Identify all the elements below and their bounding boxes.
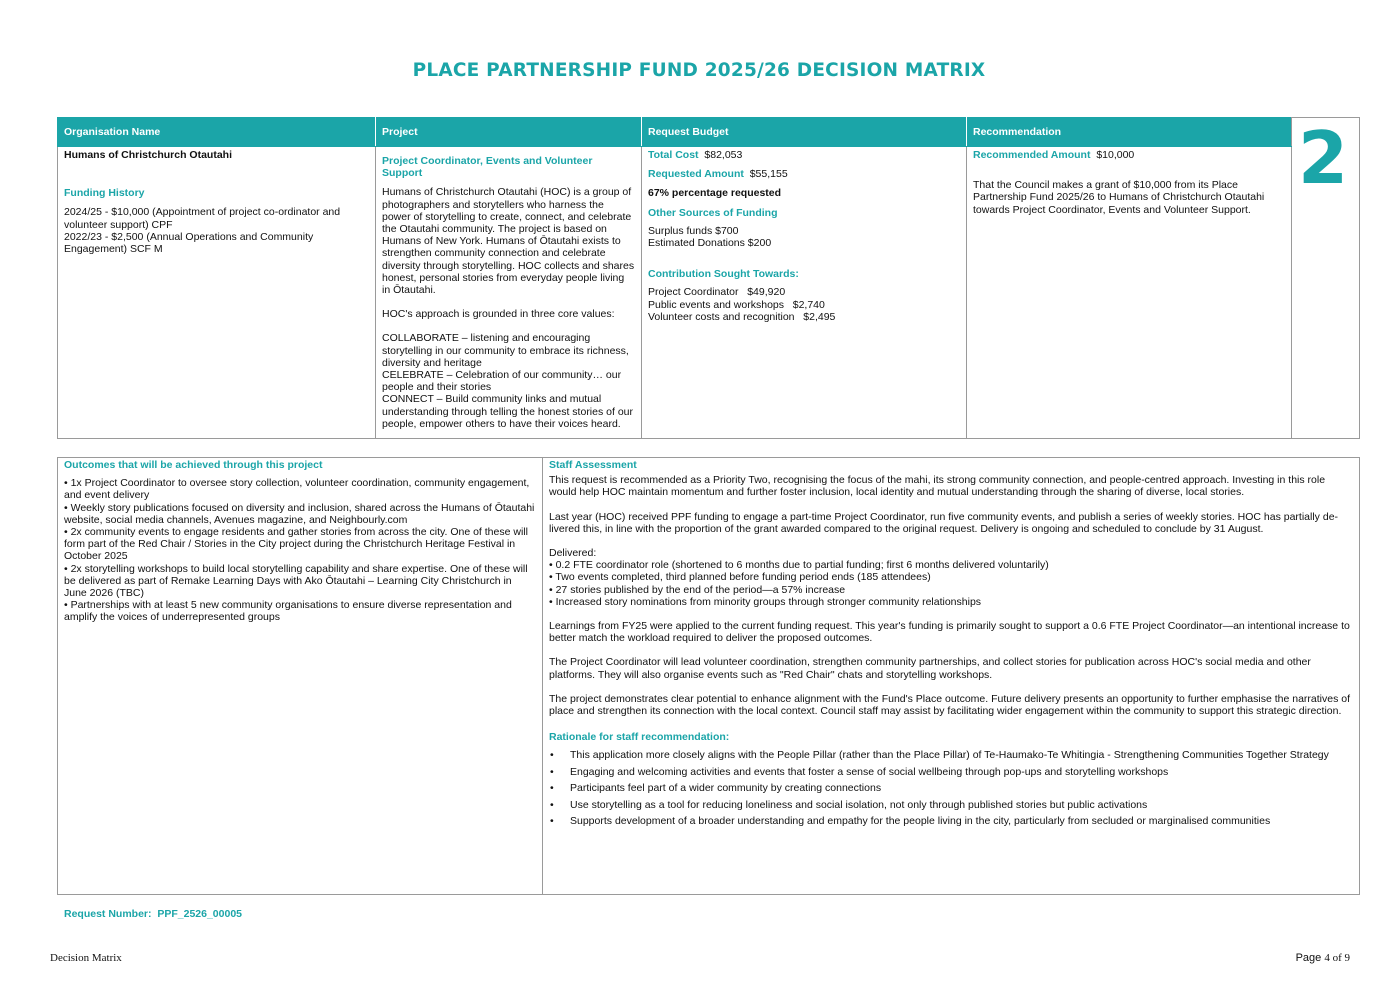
contribution-item: Project Coordinator $49,920	[648, 286, 786, 299]
funding-history-item: 2022/23 - $2,500 (Annual Operations and Community Engagement) SCF M	[64, 230, 314, 256]
organisation-cell	[58, 147, 376, 439]
rationale-heading: Rationale for staff recommendation:	[549, 731, 730, 744]
funding-history-item: 2024/25 - $10,000 (Appointment of project co-ordinator and volunteer support) CPF	[64, 206, 341, 231]
delivered-item: • 0.2 FTE coordinator role (shortened to 6 months due to partial funding; first 6 months delivered voluntarily)	[549, 559, 1049, 572]
requested-amount-label: Requested Amount	[648, 168, 744, 181]
outcome-item: • Weekly story publications focused on diversity and inclusion, shared across the Humans of Ōtautahi website, social media channels, Avenues magazine, and Neighbourly.com	[64, 501, 535, 526]
project-cell	[376, 147, 642, 439]
contribution-item: Volunteer costs and recognition $2,495	[648, 310, 836, 323]
project-values-intro: HOC's approach is grounded in three core values:	[382, 308, 615, 321]
assessment-paragraph: This request is recommended as a Priority Two, recognising the focus of the mahi, its strong community connection, and people-centred approach. Investing in this role would help HOC maintain momentum and further foster inclusion, local identity and mutual understanding through the sharing of diverse, local stories.	[549, 474, 1326, 499]
rationale-item: • Participants feel part of a wider community by creating connections	[570, 782, 1353, 794]
page-prefix: Page	[1295, 952, 1325, 964]
page-number	[1296, 952, 1350, 964]
rationale-item: • Use storytelling as a tool for reducing loneliness and social isolation, not only through published stories but public activations	[570, 799, 1353, 811]
project-title: Project Coordinator, Events and Volunteer Support	[382, 155, 593, 180]
organisation-name: Humans of Christchurch Otautahi	[64, 149, 233, 161]
outcomes-cell	[58, 458, 543, 895]
page-count: 4 of 9	[1324, 952, 1350, 964]
recommended-amount-value: $10,000	[1096, 149, 1135, 161]
assessment-paragraph: The Project Coordinator will lead volunteer coordination, strengthen community partnerships, and collect stories for publication across HOC's social media and other platforms. They will also organise events such as "Red Chair" chats and storytelling workshops.	[549, 656, 1311, 681]
table-header-row	[58, 118, 1360, 147]
footer-title: Decision Matrix	[50, 952, 122, 964]
assessment-paragraph: Last year (HOC) received PPF funding to engage a part-time Project Coordinator, run five community events, and publish a series of weekly stories. HOC has partially de-livered this, in line with the proportion of the grant awarded compared to the original request. Delivery is ongoing and scheduled to conclude by 31 August.	[549, 510, 1339, 535]
assessment-table	[57, 457, 1360, 895]
rationale-item: • This application more closely aligns with the People Pillar (rather than the Place Pillar) of Te-Haumako-Te Whitingia - Strengthening Communities Together Strategy	[570, 749, 1353, 761]
recommendation-text: That the Council makes a grant of $10,000 from its Place Partnership Fund 2025/26 to Humans of Christchurch Otautahi towards Project Coordinator, Events and Volunteer Support.	[973, 179, 1265, 216]
requested-amount-value: $55,155	[749, 168, 788, 181]
other-source-item: Surplus funds $700	[648, 224, 739, 237]
project-value-item: CONNECT – Build community links and mutual understanding through telling the honest stories of our people, empower others to have their voices heard.	[382, 393, 634, 430]
total-cost-label: Total Cost	[648, 149, 699, 161]
outcome-item: • 2x storytelling workshops to build local storytelling capability and share expertise. One of these will be delivered as part of Remake Learning Days with Ako Ōtautahi – Learning City Christchurch in June 2026 (TBC)	[64, 562, 528, 600]
outcome-item: • 2x community events to engage residents and gather stories from across the city. One of these will form part of the Red Chair / Stories in the City project during the Christchurch Heritage Festival in October 2025	[64, 526, 528, 563]
page-title: PLACE PARTNERSHIP FUND 2025/26 DECISION MATRIX	[412, 60, 986, 81]
staff-assessment-heading: Staff Assessment	[549, 459, 637, 471]
staff-assessment-cell	[543, 458, 1360, 895]
assessment-paragraph: The project demonstrates clear potential to enhance alignment with the Fund's Place outcome. Future delivery presents an opportunity to further emphasise the narratives of place and strengthen its connection with the local context. Council staff may assist by facilitating wider engagement within the community to support this strategic direction.	[549, 692, 1351, 718]
header-project: Project	[376, 118, 642, 147]
outcome-item: • 1x Project Coordinator to oversee story collection, volunteer coordination, community engagement, and event delivery	[64, 477, 530, 502]
assessment-paragraph: Learnings from FY25 were applied to the current funding request. This year's funding is primarily sought to support a 0.6 FTE Project Coordinator—an intentional increase to better match the workload required to deliver the proposed outcomes.	[549, 620, 1350, 645]
delivered-item: • 27 stories published by the end of the period—a 57% increase	[549, 583, 846, 596]
project-description: Humans of Christchurch Otautahi (HOC) is a group of photographers and storytellers who harness the power of storytelling to create, connect, and celebrate the Otautahi community. The project is based on Humans of New York. Humans of Ōtautahi exists to strengthen community connection and celebrate diversity through storytelling. HOC collects and shares honest, personal stories from everyday people living in Ōtautahi.	[382, 186, 635, 297]
header-organisation: Organisation Name	[58, 118, 376, 147]
other-sources-label: Other Sources of Funding	[648, 206, 778, 219]
total-cost-value: $82,053	[704, 149, 743, 161]
rationale-item: • Supports development of a broader understanding and empathy for the people living in the city, particularly from secluded or marginalised communities	[570, 815, 1353, 827]
rationale-list	[549, 749, 1353, 827]
project-value-item: CELEBRATE – Celebration of our community… our people and their stories	[382, 369, 622, 394]
outcomes-heading: Outcomes that will be achieved through this project	[64, 459, 323, 471]
rationale-item: • Engaging and welcoming activities and events that foster a sense of social wellbeing through pop-ups and storytelling workshops	[570, 766, 1353, 778]
budget-cell	[642, 147, 967, 439]
recommendation-cell	[967, 147, 1292, 439]
other-source-item: Estimated Donations $200	[648, 237, 772, 250]
delivered-item: • Two events completed, third planned before funding period ends (185 attendees)	[549, 571, 931, 584]
project-value-item: COLLABORATE – listening and encouraging storytelling in our community to embrace its richness, diversity and heritage	[382, 332, 629, 369]
header-recommendation: Recommendation	[967, 118, 1292, 147]
percentage-requested: 67% percentage requested	[648, 187, 782, 200]
decision-summary-table	[57, 117, 1360, 439]
outcome-item: • Partnerships with at least 5 new community organisations to ensure diverse representation and amplify the voices of underrepresented groups	[64, 599, 512, 624]
delivered-label: Delivered:	[549, 547, 597, 560]
table-body-row	[58, 147, 1360, 439]
header-budget: Request Budget	[642, 118, 967, 147]
request-number: Request Number: PPF_2526_00005	[64, 908, 243, 920]
contribution-item: Public events and workshops $2,740	[648, 298, 825, 311]
recommended-amount-label: Recommended Amount	[973, 149, 1091, 161]
delivered-item: • Increased story nominations from minority groups through stronger community relationships	[549, 595, 982, 608]
funding-history-label: Funding History	[64, 187, 145, 200]
priority-number: 2	[1292, 118, 1360, 439]
contribution-label: Contribution Sought Towards:	[648, 268, 799, 281]
